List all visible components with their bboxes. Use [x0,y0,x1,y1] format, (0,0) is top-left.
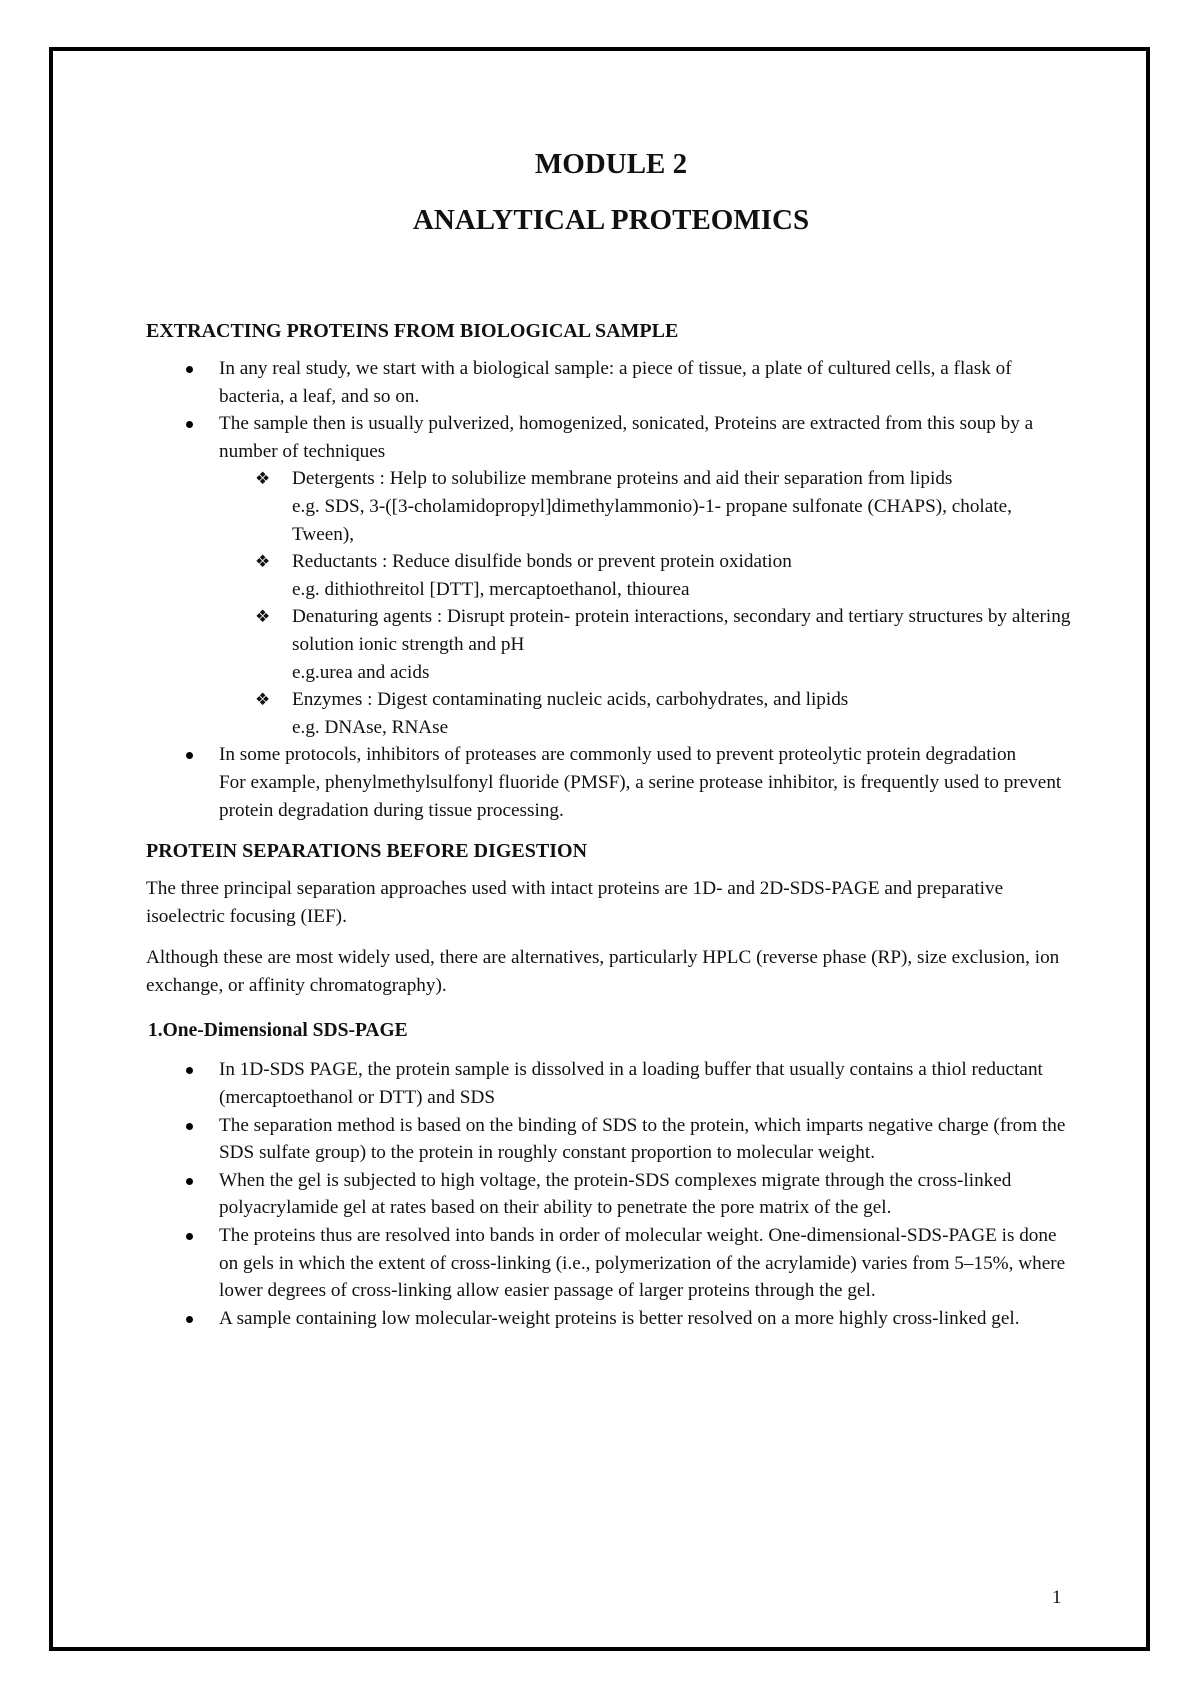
section-heading-separations: PROTEIN SEPARATIONS BEFORE DIGESTION [146,840,588,863]
list-item [146,1222,1076,1305]
technique-text: Reductants : Reduce disulfide bonds or prevent protein oxidation [292,551,792,573]
list-item [219,465,1076,548]
technique-example: e.g. dithiothreitol [DTT], mercaptoethanol, thiourea [292,578,690,600]
bullet-dot-icon [186,1067,193,1074]
technique-text: Enzymes : Digest contaminating nucleic acids, carbohydrates, and lipids [292,689,849,711]
list-item [219,686,1076,741]
list-item [219,603,1076,686]
bullet-text: The proteins thus are resolved into bands in order of molecular weight. One-dimensional-SDS-PAGE is done on gels in which the extent of cross-linking (i.e., polymerization of the acrylamide) varies from 5–15%, where lower degrees of cross-linking allow easier passage of larger proteins through the gel. [219,1225,1066,1302]
bullet-dot-icon [186,421,193,428]
bullet-dot-icon [186,1178,193,1185]
sds-page-bullet-list [146,1056,1076,1332]
list-item [146,741,1076,824]
bullet-dot-icon [186,752,193,759]
bullet-text: In some protocols, inhibitors of proteases are commonly used to prevent proteolytic protein degradation [219,744,1017,766]
bullet-text: A sample containing low molecular-weight proteins is better resolved on a more highly cross-linked gel. [219,1307,1020,1329]
module-title: MODULE 2 [534,148,688,180]
bullet-dot-icon [186,366,193,373]
section-heading-extracting: EXTRACTING PROTEINS FROM BIOLOGICAL SAMPLE [146,320,679,342]
bullet-text: In any real study, we start with a biological sample: a piece of tissue, a plate of cultured cells, a flask of bacteria, a leaf, and so on. [219,358,1012,407]
technique-example: e.g. SDS, 3-([3-cholamidopropyl]dimethylammonio)-1- propane sulfonate (CHAPS), cholate, Tween), [292,495,1012,545]
main-flow [146,318,1076,1332]
bullet-text: In 1D-SDS PAGE, the protein sample is dissolved in a loading buffer that usually contains a thiol reductant (mercaptoethanol or DTT) and SDS [219,1059,1043,1109]
diamond-icon: ❖ [255,469,271,489]
list-item [219,548,1076,603]
paragraph: Although these are most widely used, there are alternatives, particularly HPLC (reverse phase (RP), size exclusion, ion exchange, or affinity chromatography). [146,947,1060,996]
page-number: 1 [1052,1587,1062,1608]
list-item [146,1112,1076,1167]
bullet-dot-icon [186,1123,193,1130]
list-item [146,1056,1076,1111]
diamond-icon: ❖ [255,607,271,627]
bullet-text: The sample then is usually pulverized, homogenized, sonicated, Proteins are extracted from this soup by a number of techniques [219,413,1034,462]
list-item [146,355,1076,410]
document-title: ANALYTICAL PROTEOMICS [412,204,810,236]
bullet-dot-icon [186,1233,193,1240]
list-item [146,1305,1076,1333]
bullet-dot-icon [186,1316,193,1323]
technique-example: e.g.urea and acids [292,661,430,683]
techniques-list [219,465,1076,741]
paragraph: The three principal separation approaches used with intact proteins are 1D- and 2D-SDS-PAGE and preparative isoelectric focusing (IEF). [146,878,1004,927]
subheading-sds-page: 1.One-Dimensional SDS-PAGE [148,1020,408,1042]
technique-text: Denaturing agents : Disrupt protein- protein interactions, secondary and tertiary structures by altering solution ionic strength and pH [292,606,1071,655]
extracting-bullet-list [146,355,1076,824]
bullet-example: For example, phenylmethylsulfonyl fluoride (PMSF), a serine protease inhibitor, is frequently used to prevent protein degradation during tissue processing. [219,771,1062,821]
bullet-text: The separation method is based on the binding of SDS to the protein, which imparts negative charge (from the SDS sulfate group) to the protein in roughly constant proportion to molecular weight. [219,1114,1066,1164]
list-item [146,410,1076,741]
diamond-icon: ❖ [255,690,271,710]
bullet-text: When the gel is subjected to high voltage, the protein-SDS complexes migrate through the cross-linked polyacrylamide gel at rates based on their ability to penetrate the pore matrix of the gel. [219,1169,1012,1219]
technique-text: Detergents : Help to solubilize membrane proteins and aid their separation from lipids [292,468,953,490]
list-item [146,1167,1076,1222]
technique-example: e.g. DNAse, RNAse [292,716,449,738]
diamond-icon: ❖ [255,552,271,572]
